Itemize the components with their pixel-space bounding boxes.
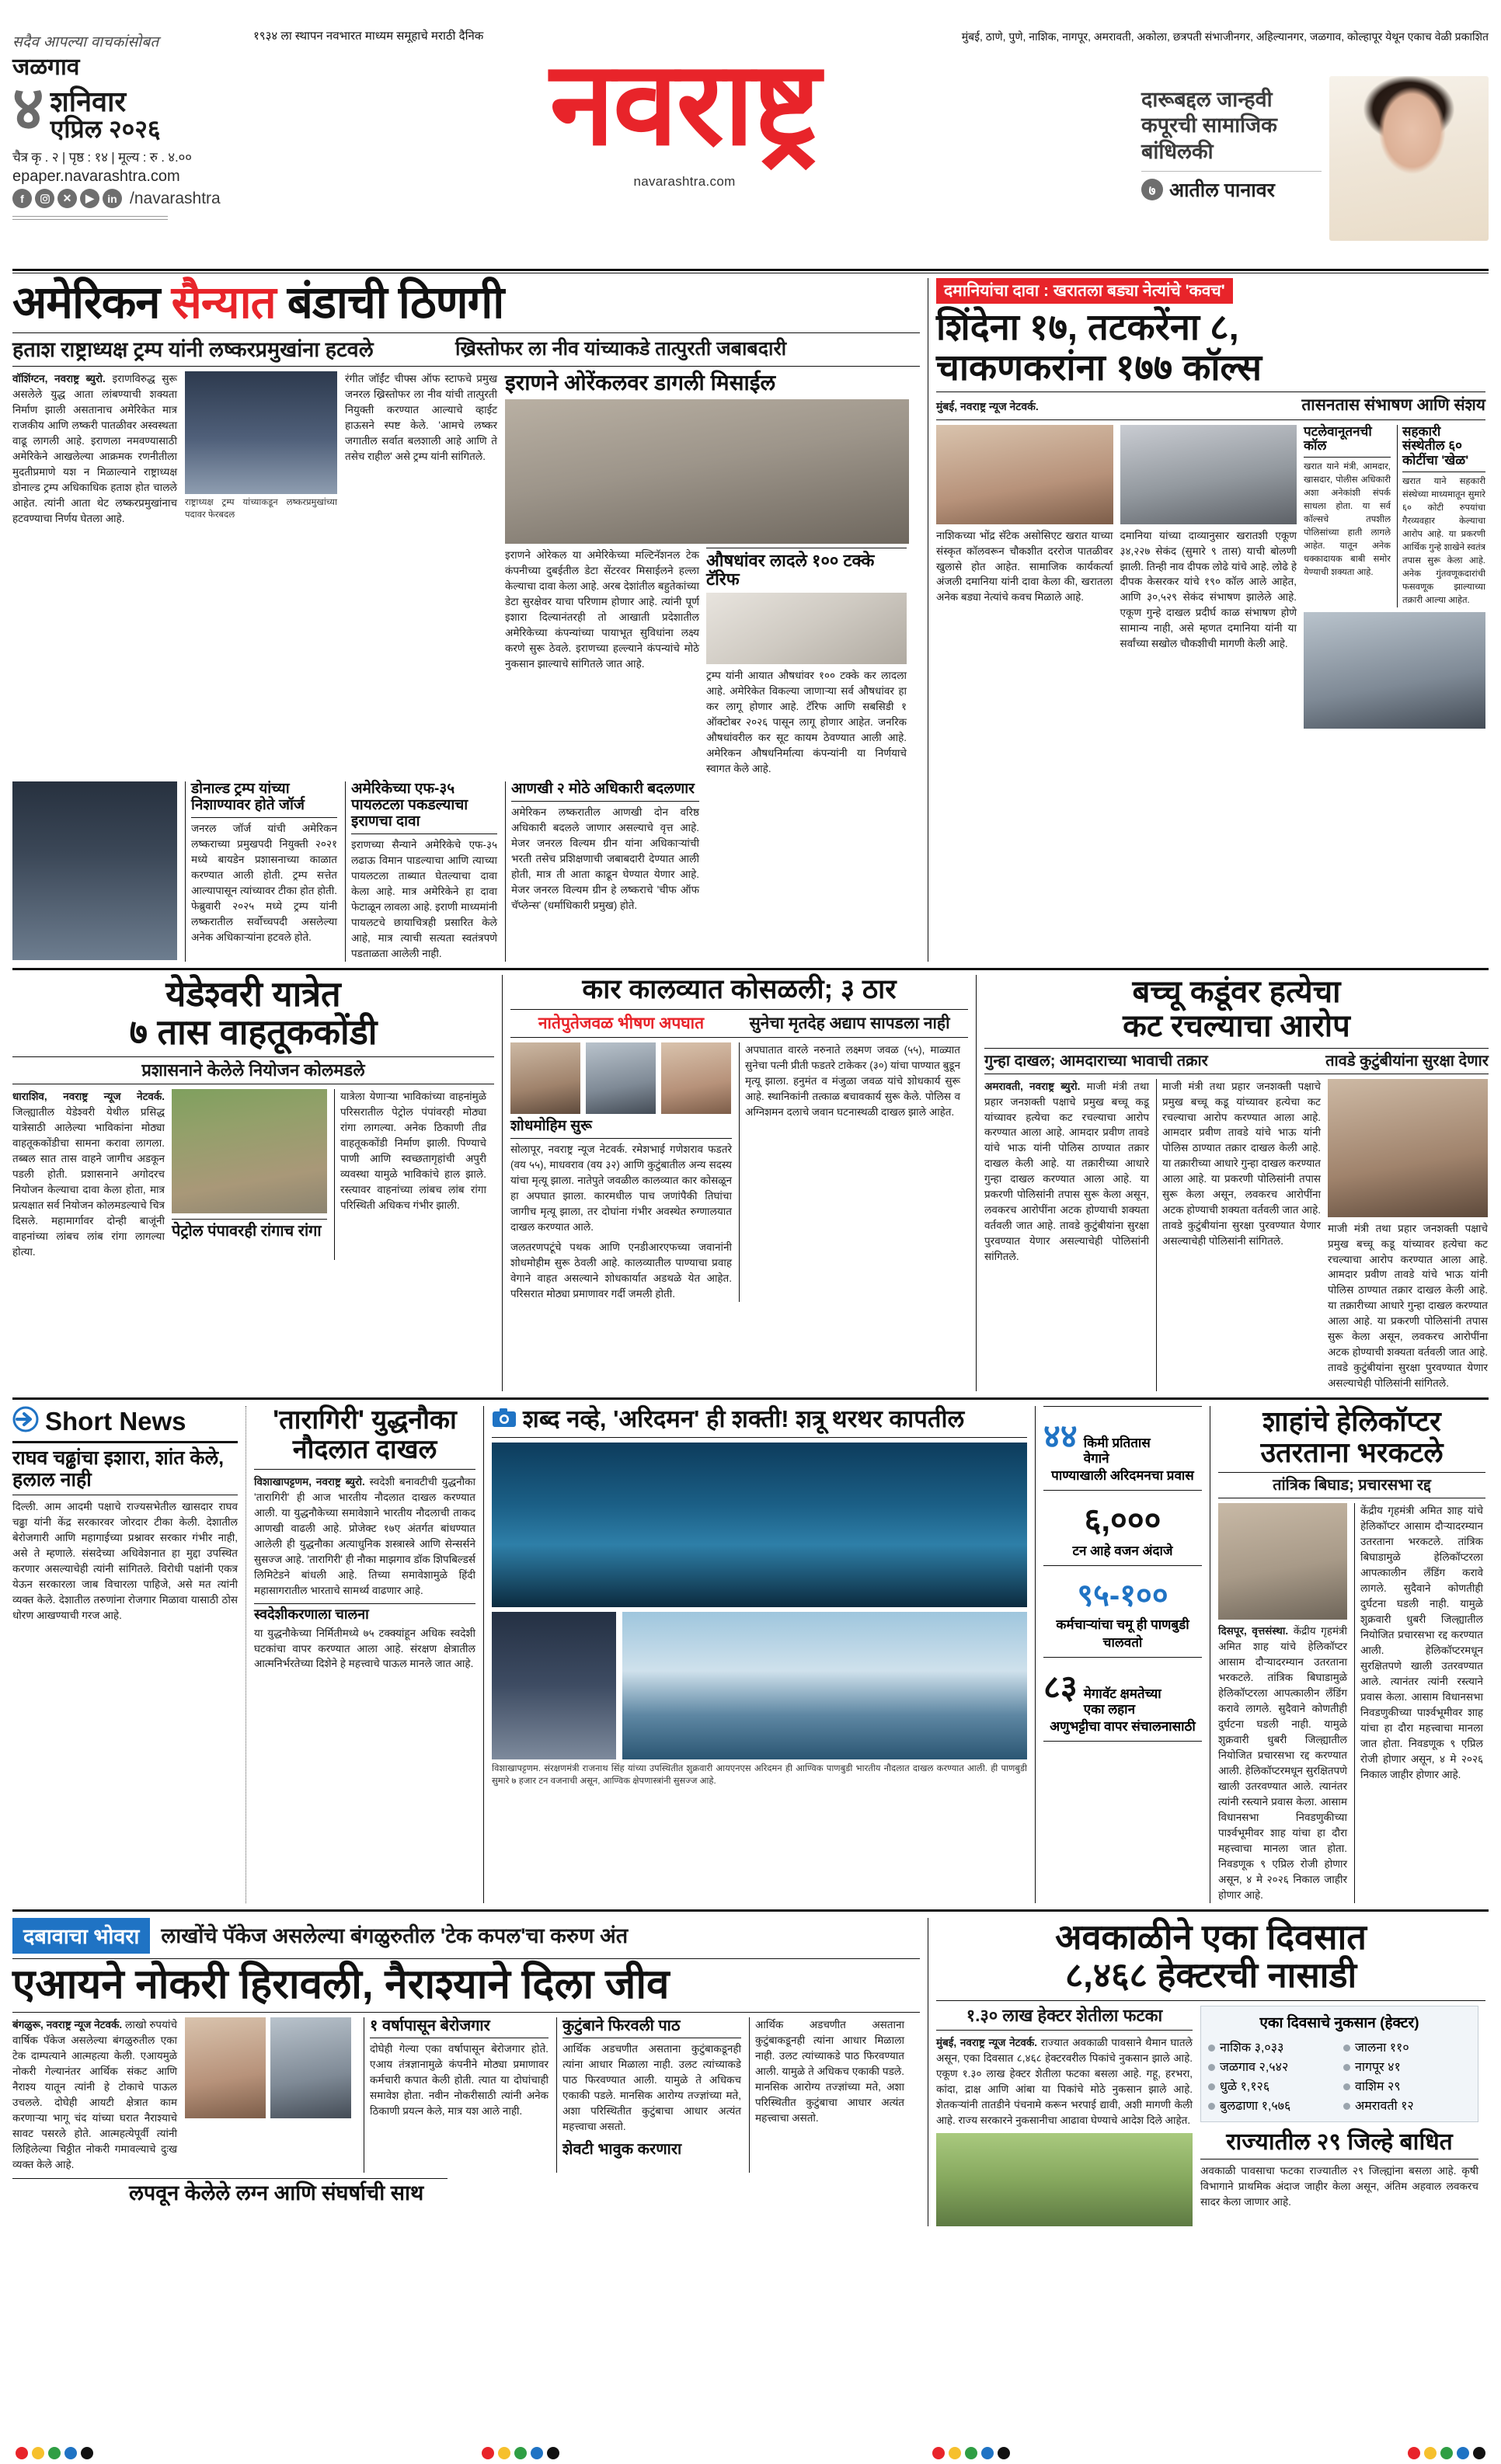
short-news-body: दिल्ली. आम आदमी पक्षाचे राज्यसभेतील खासदार राघव चढ्ढा यांनी केंद्र सरकारवर जोरदार टीका केली. देशातील बेरोजगारी आणि महागाईच्या प्रश्नावर सरकार गंभीर नाही, असे ते म्हणाले. संसदेच्या अधिवेशनात हा मुद्दा उपस्थित करणार असल्याचेही त्यांनी सांगितले. विरोधी पक्षांनी एकत्र येऊन सरकारला जाब विचारला पाहिजे, असे मत त्यांनी व्यक्त केले. देशातील तरुणांना रोजगार मिळावा यासाठी ठोस धोरण आखण्याची गरज आहे. xyxy=(12,1501,238,1621)
stat-2-label-c: टन आहे वजन अंदाजे xyxy=(1072,1543,1173,1559)
bachhu-body-3: माजी मंत्री तथा प्रहार जनशक्ती पक्षाचे प्रमुख बच्चू कडू यांच्यावर हत्येचा कट रचल्याचा आरोप करण्यात आला आहे. आमदार प्रवीण तावडे यांचे भाऊ यांनी पोलिस ठाण्यात तक्रार दाखल केली आहे. या तक्रारीच्या आधारे गुन्हा दाखल करण्यात आला आहे. या प्रकरणी पोलिसांनी तपास सुरू केला असून, लवकरच आरोपींना अटक होण्याची शक्यता वर्तवली जात आहे. तावडे कुटुंबीयांना सुरक्षा पुरवण्यात येणार असल्याचेही पोलिसांनी सांगितले. xyxy=(1328,1222,1488,1390)
masthead-right xyxy=(961,11,1489,267)
lead-box-3-body: अमेरिकन लष्करातील आणखी दोन वरिष्ठ अधिकारी बदलले जाणार असल्याचे वृत्त आहे. मेजर जनरल विल्यम ग्रीन यांना अधिकाऱ्यांची भरती तसेच प्रशिक्षणाची जबाबदारी देण्यात आली होती, मात्र ती आता काढून घेण्यात येणार आहे. मेजर जनरल विल्यम ग्रीन हे लष्कराचे 'चीफ ऑफ चॅप्लेन्स' (धर्माधिकारी प्रमुख) होते. xyxy=(511,806,699,911)
victim-photo-3 xyxy=(661,1042,731,1114)
car-body-right: अपघातात वारले नरुनाते लक्ष्मण जवळ (५५), माळ्यात सुनेचा पत्नी प्रीती फडतरे टाकेकर (३०) यांचा पाण्यात बुडून मृत्यू झाला. हनुमंत व मंजुळा जवळ यांचे शोधकार्य सुरू आहे. स्थानिकांनी तत्काळ बचावकार्य सुरू केले. पोलिस व अग्निशमन दलाचे जवान घटनास्थळी दाखल झाले आहेत. xyxy=(745,1044,960,1119)
shinde-photo xyxy=(1120,425,1297,524)
table-row xyxy=(1208,2058,1336,2075)
ai-story xyxy=(12,1918,920,2226)
car-sub-right-headline: सुनेचा मृतदेह अद्याप सापडला नाही xyxy=(749,1014,950,1033)
linkedin-icon[interactable]: in xyxy=(103,189,122,208)
shodh-headline: शोधमोहिम सुरू xyxy=(510,1118,592,1135)
bullet-icon xyxy=(1208,2064,1215,2071)
lead-rule-2 xyxy=(12,366,920,367)
masthead xyxy=(12,11,1489,267)
rain-story xyxy=(928,1918,1485,2226)
masthead-divider xyxy=(12,216,168,217)
helicopter-story xyxy=(1210,1406,1485,1903)
table-district: अमरावती xyxy=(1355,2099,1398,2113)
promo-page-badge: ७ xyxy=(1141,179,1163,200)
table-district: धुळे xyxy=(1220,2079,1238,2093)
victim-photo-2 xyxy=(586,1042,656,1114)
promo-teaser[interactable] xyxy=(1131,76,1489,243)
date-block xyxy=(12,74,246,143)
damage-table xyxy=(1200,2006,1478,2122)
website-url[interactable]: navarashtra.com xyxy=(633,174,736,189)
yatra-subheadline: प्रशासनाने केलेले नियोजन कोलमडले xyxy=(141,1060,365,1080)
shinde-sidebox-1-body: खरात याने मंत्री, आमदार, खासदार, पोलीस अधिकारी अशा अनेकांशी संपर्क साधला होता. या सर्व कॉल्सचे तपशील पोलिसांच्या हाती लागले आहेत. यातून अनेक धक्कादायक बाबी समोर येण्याची शक्यता आहे. xyxy=(1304,461,1391,578)
bachhu-story xyxy=(976,975,1489,1392)
shinde-body-2: दमानिया यांच्या दाव्यानुसार खरातशी एकूण ३४,२२७ सेकंद (सुमारे ९ तास) याची बोलणी झाली. तिन्ही नाव दीपक लोढे यांचे आहे. लोढे हे दीपक केसरकर यांचे १९० कॉल आले आहेत, आणि ३०,५२९ सेकंद संभाषण झालेले आहे. एकूण गुन्हे दाखल प्रदीर्घ काळ संभाषण होणे सामान्य नाही, असे म्हणत दमानिया यांनी या सर्वांच्या सखोल चौकशीची मागणी केली आहे. xyxy=(1120,529,1297,650)
submarine-headline: शब्द नव्हे, 'अरिदमन' ही शक्ती! शत्रू थरथर कापतील xyxy=(523,1405,965,1433)
stat-3-label-c: कर्मचाऱ्यांचा चमू ही पाणबुडी चालवतो xyxy=(1056,1617,1189,1651)
stat-3-value: ९५-१०० xyxy=(1077,1578,1168,1613)
newspaper-logo: नवराष्ट्र xyxy=(549,40,820,169)
warship-body-text: स्वदेशी बनावटीची युद्धनौका 'तारागिरी' ही आज भारतीय नौदलात दाखल करण्यात आली. या युद्धनौकेच्या समावेशाने भारतीय नौदलाची ताकद आणखी वाढली आहे. प्रोजेक्ट १७ए अंतर्गत बांधण्यात आलेली ही युद्धनौका अत्याधुनिक शस्त्रास्त्रे आणि सेन्सर्सने सुसज्ज आहे. 'तारागिरी' ही नौका माझगाव डॉक शिपबिल्डर्स लिमिटेडने बांधली आहे. तिच्या समावेशामुळे हिंदी महासागरातील भारताचे सामर्थ्य वाढणार आहे. xyxy=(254,1476,475,1596)
camera-icon xyxy=(492,1408,517,1432)
heli-subheadline: तांत्रिक बिघाड; प्रचारसभा रद्द xyxy=(1273,1477,1431,1495)
promo-page-text: आतील पानावर xyxy=(1169,179,1275,202)
shodh-body: जलतरणपटूंचे पथक आणि एनडीआरएफच्या जवानांनी शोधमोहीम सुरू ठेवली आहे. कालव्यातील पाण्याचा प्रवाह वेगाने वाहत असल्याने शोधकार्यात अडथळे येत आहेत. परिसरात मोठ्या प्रमाणावर गर्दी जमली होती. xyxy=(510,1241,732,1300)
yatra-crowd-photo xyxy=(172,1089,327,1213)
heli-headline-1: शाहांचे हेलिकॉप्टर xyxy=(1262,1405,1441,1438)
shinde-sidebox-1-headline: पटलेवानूतनची कॉल xyxy=(1304,423,1372,454)
car-body-left: सोलापूर, नवराष्ट्र न्यूज नेटवर्क. रमेशभाई गणेशराव फडतरे (वय ५५), माधवराव (वय ३२) आणि कुटुंबातील अन्य सदस्य यांचा मृत्यू झाला. नातेपुते जवळील कालव्यात कार कोसळून हा अपघात झाला. कारमधील पाच जणांपैकी तिघांचा जागीच मृत्यू झाला, तर दोघांना गंभीर अवस्थेत रुग्णालयात दाखल करण्यात आले. xyxy=(510,1143,732,1233)
lead-subcol-body: रंगीत जॉईंट चीफ्स ऑफ स्टाफचे प्रमुख जनरल ख्रिस्तोफर ला नीव यांची तात्पुरती नियुक्ती करण्यात आल्याचे व्हाईट हाऊसने स्पष्ट केले. 'आमचे लष्कर जगातील सर्वात बलशाली आहे आणि ते तसेच राहील' असे ट्रम्प यांनी सांगितले. xyxy=(345,373,497,463)
heli-body-2: केंद्रीय गृहमंत्री अमित शाह यांचे हेलिकॉप्टर आसाम दौऱ्यादरम्यान उतरताना भरकटले. तांत्रिक बिघाडामुळे हेलिकॉप्टरला आपत्कालीन लँडिंग करावे लागले. सुदैवाने कोणतीही दुर्घटना घडली नाही. यामुळे शुक्रवारी धुबरी जिल्ह्यातील नियोजित प्रचारसभा रद्द करण्यात आली. हेलिकॉप्टरमधून सुरक्षितपणे खाली उतरवण्यात आले. त्यानंतर त्यांनी रस्त्याने प्रवास केला. आसाम विधानसभा निवडणुकीच्या पार्श्वभूमीवर शाह यांचा हा दौरा महत्त्वाचा मानला जात होता. निवडणूक ९ एप्रिल रोजी होणार असून, ४ मे २०२६ निकाल जाहीर होणार आहे. xyxy=(1360,1505,1483,1780)
color-registration-mid-left xyxy=(482,2447,559,2459)
trump-photo xyxy=(12,781,177,960)
bachhu-subheadline: गुन्हा दाखल; आमदाराच्या भावाची तक्रार xyxy=(984,1052,1208,1070)
rain-col-2 xyxy=(1200,2006,1478,2226)
lead-box-2-body: इराणच्या सैन्याने अमेरिकेचे एफ-३५ लढाऊ विमान पाडल्याचा आणि त्याच्या पायलटला ताब्यात घेतल्याचा दावा केला आहे. मात्र अमेरिकेने हा दावा फेटाळून लावला आहे. इराणी माध्यमांनी पायलटचे छायाचित्रही प्रसारित केले आहे, मात्र त्याची सत्यता स्वतंत्रपणे पडताळता आलेली नाही. xyxy=(351,838,497,959)
lead-subheadline: हताश राष्ट्राध्यक्ष ट्रम्प यांनी लष्करप्रमुखांना हटवले xyxy=(12,337,374,361)
rain-headline-1: अवकाळीने एका दिवसात xyxy=(1055,1916,1367,1957)
color-registration-right xyxy=(1408,2447,1485,2459)
ai-col-5 xyxy=(749,2017,904,2173)
pills-photo xyxy=(706,593,907,664)
lead-headline xyxy=(12,278,920,328)
ai-victim-photo-2 xyxy=(270,2017,351,2118)
middle-section xyxy=(12,975,1489,1392)
stat-item-1 xyxy=(1043,1413,1202,1484)
yatra-story xyxy=(12,975,494,1392)
general-photo-caption: राष्ट्राध्यक्ष ट्रम्प यांच्याकडून लष्करप्रमुखांच्या पदावर फेरबदल xyxy=(185,498,337,520)
bottom-section xyxy=(12,1918,1489,2226)
lead-box-1-body: जनरल जॉर्ज यांची अमेरिकन लष्कराच्या प्रमुखपदी नियुक्ती २०२१ मध्ये बायडेन प्रशासनाच्या काळात करण्यात आली होती. ट्रम्प सत्तेत आल्यापासून त्यांच्यावर टीका होत होती. फेब्रुवारी २०२५ मध्ये ट्रम्प यांनी लष्करातील सर्वोच्चपदी असलेल्या अनेक अधिकाऱ्यांना हटवले होते. xyxy=(191,822,337,943)
ai-col3-headline: कुटुंबाने फिरवली पाठ xyxy=(562,2017,681,2035)
shinde-col-1 xyxy=(936,425,1113,729)
stat-4-value: ८३ xyxy=(1043,1669,1078,1706)
stat-4-label-c: अणुभट्टीचा वापर संचालनासाठी xyxy=(1050,1719,1196,1735)
epaper-url[interactable]: epaper.navarashtra.com xyxy=(12,168,180,186)
stat-1-label-c: पाण्याखाली अरिदमनचा प्रवास xyxy=(1051,1468,1194,1484)
warship-headline-1: 'तारागिरी' युद्धनौका xyxy=(273,1405,457,1436)
dammania-photo xyxy=(936,425,1113,524)
lead-box-1 xyxy=(185,781,337,961)
yatra-dateline: धाराशिव, नवराष्ट्र न्यूज नेटवर्क. xyxy=(12,1090,165,1102)
facebook-icon[interactable]: f xyxy=(12,189,32,208)
warship-photo xyxy=(622,1612,1027,1759)
petrol-pump-headline: पेट्रोल पंपावरही रांगाच रांगा xyxy=(172,1222,322,1240)
bullet-icon xyxy=(1343,2045,1350,2052)
table-value: ११० xyxy=(1389,2041,1409,2055)
car-sub-left-headline: नातेपुतेजवळ भीषण अपघात xyxy=(538,1014,705,1033)
table-district: नाशिक xyxy=(1220,2041,1252,2055)
lead-headline-part-3: बंडाची ठिणगी xyxy=(287,277,504,328)
iran-missile-body: इराणने ओरेकल या अमेरिकेच्या मल्टिनॅशनल टेक कंपनीच्या दुबईतील डेटा सेंटरवर मिसाईलने हल्ला केल्याचा दावा केला आहे. अरब देशांतील बहुतेकांच्या डेटा सुरक्षेवर याचा परिणाम होणार आहे. त्यांनी पूर्ण इशारा दिल्यानंतरही तो आखाती प्रदेशातील अमेरिकेच्या कंपन्यांच्या पायाभूत सुविधांना लक्ष्य करणे सुरू ठेवले. इराणच्या हल्ल्याने कंपन्यांचे मोठे नुकसान झाल्याचे सांगितले जात आहे. xyxy=(505,548,699,670)
bullet-icon xyxy=(1208,2103,1215,2110)
celebrity-photo xyxy=(1329,76,1489,241)
rain-dateline: मुंबई, नवराष्ट्र न्यूज नेटवर्क. xyxy=(936,2037,1038,2049)
warship-sub-headline: स्वदेशीकरणाला चालना xyxy=(254,1606,369,1622)
short-news-arrow-icon xyxy=(12,1406,39,1436)
lead-box-1-headline: डोनाल्ड ट्रम्प यांच्या निशाण्यावर होते जॉर्ज xyxy=(191,781,305,814)
table-row xyxy=(1208,2038,1336,2055)
ai-eyebrow: लाखोंचे पॅकेज असलेल्या बंगळुरुतील 'टेक कपल'चा करुण अंत xyxy=(161,1923,629,1947)
promo-line-2: कपूरची सामाजिक xyxy=(1141,113,1277,137)
crop-damage-photo xyxy=(936,2133,1193,2226)
shinde-dateline: मुंबई, नवराष्ट्र न्यूज नेटवर्क. xyxy=(936,400,1039,413)
heli-headline-2: उतरताना भरकटले xyxy=(1260,1436,1444,1468)
victim-photo-1 xyxy=(510,1042,580,1114)
navy-section xyxy=(12,1406,1489,1903)
yatra-headline-1: येडेश्वरी यात्रेत xyxy=(165,973,341,1014)
table-row xyxy=(1343,2038,1471,2055)
heli-body xyxy=(1218,1624,1347,1902)
shinde-kicker: दमानियांचा दावा : खरातला बड्या नेत्यांचे 'कवच' xyxy=(936,278,1233,304)
masthead-divider-2 xyxy=(12,219,168,220)
submarine-photo xyxy=(492,1443,1027,1607)
bachhu-photo xyxy=(1328,1079,1488,1217)
table-district: बुलढाणा xyxy=(1220,2099,1259,2113)
amit-shah-photo xyxy=(1218,1503,1347,1620)
promo-rule xyxy=(1141,171,1322,172)
general-photo xyxy=(185,371,337,494)
ai-dateline: बंगळुरू, नवराष्ट्र न्यूज नेटवर्क. xyxy=(12,2019,123,2031)
x-twitter-icon[interactable]: ✕ xyxy=(57,189,77,208)
rain-body xyxy=(936,2035,1193,2128)
heli-dateline: दिसपूर, वृत्तसंस्था. xyxy=(1218,1625,1289,1637)
table-row xyxy=(1343,2058,1471,2075)
table-value: १२ xyxy=(1401,2099,1414,2113)
table-value: २,५४२ xyxy=(1259,2060,1289,2074)
lead-subcol-headline: ख्रिस्तोफर ला नीव यांच्याकडे तात्पुरती जबाबदारी xyxy=(455,337,787,360)
bachhu-body xyxy=(984,1079,1149,1265)
lead-col-2 xyxy=(185,371,337,777)
date-month-year: एप्रिल २०२६ xyxy=(50,114,161,143)
stat-4-label-b: एका लहान xyxy=(1083,1701,1136,1717)
stat-1-label-b: वेगाने xyxy=(1083,1450,1109,1466)
car-headline: कार कालव्यात कोसळली; ३ ठार xyxy=(582,973,897,1004)
iran-missile-headline: इराणने ओरेंकलवर डागली मिसाईल xyxy=(505,371,776,395)
ai-col2-body: दोघेही गेल्या एका वर्षापासून बेरोजगार होते. एआय तंत्रज्ञानामुळे कंपनीने मोठ्या प्रमाणावर कर्मचारी कपात केली होती. त्यात या दोघांचाही समावेश होता. नवीन नोकरीसाठी त्यांनी अनेक ठिकाणी प्रयत्न केले, मात्र यश आले नाही. xyxy=(370,2043,549,2118)
lead-headline-part-1: अमेरिकन xyxy=(12,277,160,328)
date-weekday: शनिवार xyxy=(50,85,127,117)
table-value: ४१ xyxy=(1388,2060,1401,2074)
warship-body xyxy=(254,1474,475,1599)
issue-meta: चैत्र कृ . २ | पृष्ठ : १४ | मूल्य : रु . ४.०० xyxy=(12,150,192,165)
warship-story xyxy=(246,1406,475,1903)
table-district: वाशिम xyxy=(1355,2079,1384,2093)
officer-photo xyxy=(492,1612,616,1759)
short-news-block xyxy=(12,1406,238,1903)
rain-col-1 xyxy=(936,2006,1193,2226)
short-news-headline: राघव चढ्ढांचा इशारा, शांत केले, हलाल नाही xyxy=(12,1447,225,1491)
warship-dateline: विशाखापट्टणम, नवराष्ट्र ब्युरो. xyxy=(254,1476,365,1488)
bullet-icon xyxy=(1208,2083,1215,2090)
stat-2-value: ६,००० xyxy=(1084,1502,1161,1539)
table-district: जालना xyxy=(1355,2041,1387,2055)
iran-missile-story xyxy=(505,371,909,777)
table-district: जळगाव xyxy=(1220,2060,1256,2074)
bullet-icon xyxy=(1343,2064,1350,2071)
color-registration-left xyxy=(16,2447,93,2459)
submarine-stats xyxy=(1035,1406,1202,1903)
ai-col-3 xyxy=(364,2017,549,2173)
yatra-body xyxy=(12,1089,165,1260)
rain-body-text: राज्यात अवकाळी पावसाने थैमान घातले असून, एका दिवसात ८,४६८ हेक्टरवरील पिकांचे नुकसान झाले आहे. एकूण १.३० लाख हेक्टर शेतीला फटका बसला आहे. गहू, हरभरा, कांदा, द्राक्ष आणि आंबा या पिकांचे मोठे नुकसान झाले आहे. शेतकऱ्यांनी तातडीने पंचनामे करून भरपाई द्यावी, अशी मागणी केली आहे. राज्य सरकारने नुकसानीचा आढावा घेण्याचे आदेश दिले आहेत. xyxy=(936,2037,1193,2127)
lead-box-2 xyxy=(345,781,497,961)
table-row xyxy=(1343,2077,1471,2094)
table-row xyxy=(1343,2097,1471,2114)
ai-col-1 xyxy=(12,2017,177,2173)
ai-col5-body: आर्थिक अडचणीत असताना कुटुंबाकडूनही त्यांना आधार मिळाला नाही. उलट त्यांच्याकडे पाठ फिरवण्यात आली. यामुळे ते अधिकच एकाकी पडले. मानसिक आरोग्य तज्ज्ञांच्या मते, अशा परिस्थितीत कुटुंबाचा आधार अत्यंत महत्त्वाचा असतो. xyxy=(755,2019,904,2124)
shinde-subheadline: तासनतास संभाषण आणि संशय xyxy=(1301,396,1485,415)
stat-1-value: ४४ xyxy=(1043,1418,1078,1455)
lead-subboxes xyxy=(12,781,920,961)
rain-foot-body: अवकाळी पावसाचा फटका राज्यातील २९ जिल्ह्यांना बसला आहे. कृषी विभागाने प्राथमिक अंदाज जाहीर केला असून, अंतिम अहवाल लवकरच सादर केला जाणार आहे. xyxy=(1200,2164,1478,2208)
ai-col4-headline: लपवून केलेले लग्न आणि संघर्षाची साथ xyxy=(129,2180,424,2205)
tariff-headline: औषधांवर लादले १०० टक्के टॅरिफ xyxy=(706,550,875,590)
shinde-headline-1: शिंदेना १७, तटकरेंना ८, xyxy=(936,306,1239,347)
table-value: १,१२६ xyxy=(1240,2079,1270,2093)
ai-col3-body: आर्थिक अडचणीत असताना कुटुंबाकडूनही त्यांना आधार मिळाला नाही. उलट त्यांच्याकडे पाठ फिरवण्यात आली. यामुळे ते अधिकच एकाकी पडले. मानसिक आरोग्य तज्ज्ञांच्या मते, अशा परिस्थितीत कुटुंबाचा आधार अत्यंत महत्त्वाचा असतो. xyxy=(562,2043,741,2132)
lead-box-2-headline: अमेरिकेच्या एफ-३५ पायलटला पकडल्याचा इराणचा दावा xyxy=(351,781,468,830)
color-registration-mid-right xyxy=(932,2447,1010,2459)
bullet-icon xyxy=(1208,2045,1215,2052)
shinde-story xyxy=(928,278,1485,962)
lead-col-3 xyxy=(345,371,497,777)
bachhu-headline-1: बच्चू कडूंवर हत्येचा xyxy=(1132,974,1341,1009)
established-line: १९३४ ला स्थापन नवभारत माध्यम समूहाचे मराठी दैनिक xyxy=(253,30,484,43)
yatra-body-text: जिल्ह्यातील येडेश्वरी येथील प्रसिद्ध यात्रेसाठी आलेल्या भाविकांना मोठ्या वाहतूककोंडीचा सामना करावा लागला. तब्बल सात तास वाहने जागीच अडकून पडली होती. प्रशासनाने अगोदरच नियोजन केल्याचा दावा केला होता, मात्र प्रत्यक्षात सर्व नियोजन कोलमडल्याचे चित्र दिसले. महामार्गावर दोन्ही बाजूंनी वाहनांच्या लांबच लांब रांगा लागल्या होत्या. xyxy=(12,1105,165,1258)
lead-body-text: इराणविरुद्ध सुरू असलेले युद्ध आता लांबण्याची शक्यता निर्माण झाली असतानाच अमेरिकेत मात्र राजकीय आणि लष्करी पातळीवर अस्वस्थता वाढू लागली आहे. इराणला नमवण्यासाठी अमेरिकेने आखलेल्या आक्रमक रणनीतीला मुदतीप्रमाणे यश न मिळाल्याने राष्ट्राध्यक्ष डोनाल्ड ट्रम्प अधिकाधिक हताश होत चालले आहेत. त्यांनी आता थेट लष्करप्रमुखांनाच हटवण्याचा निर्णय घेतला आहे. xyxy=(12,373,177,524)
lead-col-1 xyxy=(12,371,177,777)
stat-item-4 xyxy=(1043,1664,1202,1735)
shinde-col-3 xyxy=(1304,425,1485,729)
edition-cities: मुंबई, ठाणे, पुणे, नाशिक, नागपूर, अमरावती, अकोला, छत्रपती संभाजीनगर, अहिल्यानगर, जळगाव, कोल्हापूर येथून एकाच वेळी प्रकाशित xyxy=(961,30,1489,43)
ai-col3b-headline: शेवटी भावुक करणारा xyxy=(562,2140,682,2158)
ai-col2-headline: १ वर्षापासून बेरोजगार xyxy=(370,2017,490,2035)
submarine-story xyxy=(483,1406,1027,1903)
lead-dateline: वॉशिंग्टन, नवराष्ट्र ब्युरो. xyxy=(12,373,106,385)
warship-headline-2: नौदलात दाखल xyxy=(292,1434,437,1464)
bachhu-dateline: अमरावती, नवराष्ट्र ब्युरो. xyxy=(984,1080,1081,1092)
date-day-number: ४ xyxy=(12,74,44,142)
lead-story xyxy=(12,278,920,962)
bachhu-body-text: माजी मंत्री तथा प्रहार जनशक्ती पक्षाचे प्रमुख बच्चू कडू यांच्यावर हत्येचा कट रचल्याचा आरोप करण्यात आला आहे. आमदार प्रवीण तावडे यांचे भाऊ यांनी पोलिस ठाण्यात तक्रार दाखल केली आहे. या तक्रारीच्या आधारे गुन्हा दाखल करण्यात आला आहे. या प्रकरणी पोलिसांनी तपास सुरू केला असून, लवकरच आरोपींना अटक होण्याची शक्यता वर्तवली जात आहे. तावडे कुटुंबीयांना सुरक्षा पुरवण्यात येणार असल्याचेही पोलिसांनी सांगितले. xyxy=(984,1080,1149,1263)
youtube-icon[interactable]: ▶ xyxy=(80,189,99,208)
damage-table-title: एका दिवसाचे नुकसान (हेक्टर) xyxy=(1259,2014,1419,2031)
heli-body-text: केंद्रीय गृहमंत्री अमित शाह यांचे हेलिकॉप्टर आसाम दौऱ्यादरम्यान उतरताना भरकटले. तांत्रिक बिघाडामुळे हेलिकॉप्टरला आपत्कालीन लँडिंग करावे लागले. सुदैवाने कोणतीही दुर्घटना घडली नाही. यामुळे शुक्रवारी धुबरी जिल्ह्यातील नियोजित प्रचारसभा रद्द करण्यात आली. हेलिकॉप्टरमधून सुरक्षितपणे खाली उतरवण्यात आले. त्यानंतर त्यांनी रस्त्याने प्रवास केला. आसाम विधानसभा निवडणुकीच्या पार्श्वभूमीवर शाह यांचा हा दौरा महत्त्वाचा मानला जात होता. निवडणूक ९ एप्रिल रोजी होणार असून, ४ मे २०२६ निकाल जाहीर होणार आहे. xyxy=(1218,1625,1347,1901)
lead-box-3 xyxy=(505,781,699,961)
table-row xyxy=(1208,2077,1336,2094)
promo-line-3: बांधिलकी xyxy=(1141,139,1214,163)
shinde-body-1: नाशिकच्या भोंद्र सॅटेक असोसिएट खरात याच्या संस्कृत कॉलवरून चौकशीत दररोज पातळीवर खुलासे होत आहेत. सामाजिक कार्यकर्त्या अंजली दमानिया यांनी दावा केला की, खरातला अनेक बड्या नेत्यांचे कवच मिळाले आहे. xyxy=(936,529,1113,604)
ai-col-4 xyxy=(556,2017,741,2173)
lead-body-1 xyxy=(12,371,177,527)
stat-4-label-a: मेगावॅट क्षमतेच्या xyxy=(1083,1686,1161,1702)
table-value: ३,०३३ xyxy=(1254,2041,1284,2055)
bullet-icon xyxy=(1343,2083,1350,2090)
ai-kicker: दबावाचा भोवरा xyxy=(12,1918,150,1954)
table-row xyxy=(1208,2097,1336,2114)
masthead-left xyxy=(12,11,246,267)
ai-headline: एआयने नोकरी हिरावली, नैराश्याने दिला जीव xyxy=(12,1961,670,2007)
rain-foot-headline: राज्यातील २९ जिल्हे बाधित xyxy=(1226,2128,1453,2155)
stat-item-2 xyxy=(1043,1497,1202,1559)
ai-body-text: लाखो रुपयांचे वार्षिक पॅकेज असलेल्या बंगळुरुतील एका टेक दाम्पत्याने आत्महत्या केली. एआयमुळे नोकरी गेल्यानंतर आर्थिक संकट आणि नैराश्य यातून त्यांनी हे टोकाचे पाऊल उचलले. दोघेही आयटी क्षेत्रात काम करणाऱ्या भागू चंद यांच्या घरात नैराश्याचे सावट पसरले होते. आत्महत्येपूर्वी त्यांनी लिहिलेल्या चिठ्ठीत नोकरी गमावल्याचे दुःख व्यक्त केले आहे. xyxy=(12,2019,177,2170)
submarine-caption: विशाखापट्टणम. संरक्षणमंत्री राजनाथ सिंह यांच्या उपस्थितीत शुक्रवारी आयएनएस अरिदमन ही आण्विक पाणबुडी भारतीय नौदलात दाखल करण्यात आली. ही पाणबुडी सुमारे ७ हजार टन वजनाची असून, आण्विक क्षेपणास्त्रांनी सुसज्ज आहे. xyxy=(492,1764,1027,1786)
masthead-tagline: सदैव आपल्या वाचकांसोबत xyxy=(12,34,159,50)
ai-body xyxy=(12,2017,177,2173)
table-value: २९ xyxy=(1387,2079,1401,2093)
shinde-headline-2: चाकणकरांना १७७ कॉल्स xyxy=(936,346,1262,388)
stat-1-label-a: किमी प्रतितास xyxy=(1083,1436,1151,1451)
rubble-photo xyxy=(505,399,909,544)
tariff-body: ट्रम्प यांनी आयात औषधांवर १०० टक्के कर लादला आहे. अमेरिकेत विकल्या जाणाऱ्या सर्व औषधांवर हा कर लागू होणार आहे. टॅरिफ आणि सबसिडी १ ऑक्टोबर २०२६ पासून लागू होणार आहेत. जनरिक औषधांवरील कर सूट कायम ठेवण्यात आली आहे. अमेरिकन औषधनिर्मात्या कंपन्यांनी या निर्णयाचे स्वागत केले आहे. xyxy=(706,670,907,775)
rain-headline-2: ८,४६८ हेक्टरची नासाडी xyxy=(1064,1955,1357,1996)
table-district: नागपूर xyxy=(1355,2060,1384,2074)
table-value: १,५७६ xyxy=(1261,2099,1291,2113)
petrol-pump-body: यात्रेला येणाऱ्या भाविकांच्या वाहनांमुळे परिसरातील पेट्रोल पंपांवरही मोठ्या रांगा लागल्या. अनेक ठिकाणी तीव्र वाहतूककोंडी निर्माण झाली. पिण्याचे पाणी आणि स्वच्छतागृहांची अपुरी व्यवस्था यामुळे भाविकांचे हाल झाले. रस्त्यावर वाहनांच्या लांबच लांब रांगा परिस्थिती अधिकच गंभीर झाली. xyxy=(340,1090,486,1211)
car-accident-story xyxy=(502,975,968,1392)
rain-subheadline: १.३० लाख हेक्टर शेतीला फटका xyxy=(966,2005,1163,2025)
top-section xyxy=(12,278,1489,962)
short-news-title: Short News xyxy=(45,1406,186,1436)
shinde-col-2 xyxy=(1120,425,1297,729)
lead-headline-part-2: सैन्यात xyxy=(171,277,276,328)
masthead-bottom-rule xyxy=(12,269,1489,271)
bachhu-subheadline-2: तावडे कुटुंबीयांना सुरक्षा देणार xyxy=(1325,1052,1489,1070)
ai-victim-photo-1 xyxy=(185,2017,266,2118)
stat-item-3 xyxy=(1043,1572,1202,1651)
social-handle[interactable]: /navarashtra xyxy=(130,189,221,207)
bachhu-headline-2: कट रचल्याचा आरोप xyxy=(1123,1008,1350,1043)
instagram-icon[interactable] xyxy=(35,189,54,208)
yatra-headline-2: ७ तास वाहतूककोंडी xyxy=(129,1012,378,1053)
lead-box-3-headline: आणखी २ मोठे अधिकारी बदलणार xyxy=(511,781,695,798)
warship-sub-body: या युद्धनौकेच्या निर्मितीमध्ये ७५ टक्क्यांहून अधिक स्वदेशी घटकांचा वापर करण्यात आला आहे. संरक्षण क्षेत्रातील आत्मनिर्भरतेच्या दिशेने हे महत्त्वाचे पाऊल मानले जात आहे. xyxy=(254,1627,475,1670)
masthead-center xyxy=(246,11,1123,267)
promo-line-1: दारूबद्दल जान्हवी xyxy=(1141,88,1273,111)
edition-city: जळगाव xyxy=(12,54,80,80)
shinde-sidebox-2-headline: सहकारी संस्थेतील ६० कोटींचा 'खेळ' xyxy=(1402,423,1469,468)
ai-col-2 xyxy=(185,2017,356,2173)
lead-rule xyxy=(12,332,920,333)
bullet-icon xyxy=(1343,2103,1350,2110)
politician-photo xyxy=(1304,612,1485,729)
social-links[interactable] xyxy=(12,189,246,208)
bachhu-body-2: माजी मंत्री तथा प्रहार जनशक्ती पक्षाचे प्रमुख बच्चू कडू यांच्यावर हत्येचा कट रचल्याचा आरोप करण्यात आला आहे. आमदार प्रवीण तावडे यांचे भाऊ यांनी पोलिस ठाण्यात तक्रार दाखल केली आहे. या तक्रारीच्या आधारे गुन्हा दाखल करण्यात आला आहे. या प्रकरणी पोलिसांनी तपास सुरू केला असून, लवकरच आरोपींना अटक होण्याची शक्यता वर्तवली जात आहे. तावडे कुटुंबीयांना सुरक्षा पुरवण्यात येणार असल्याचेही पोलिसांनी सांगितले. xyxy=(1162,1080,1321,1248)
shinde-sidebox-2-body: खरात याने सहकारी संस्थेच्या माध्यमातून सुमारे ६० कोटी रुपयांचा गैरव्यवहार केल्याचा आरोप आहे. या प्रकरणी आर्थिक गुन्हे शाखेने स्वतंत्र तपास सुरू केला आहे. अनेक गुंतवणूकदारांची फसवणूक झाल्याच्या तक्रारी आल्या आहेत. xyxy=(1402,476,1485,605)
